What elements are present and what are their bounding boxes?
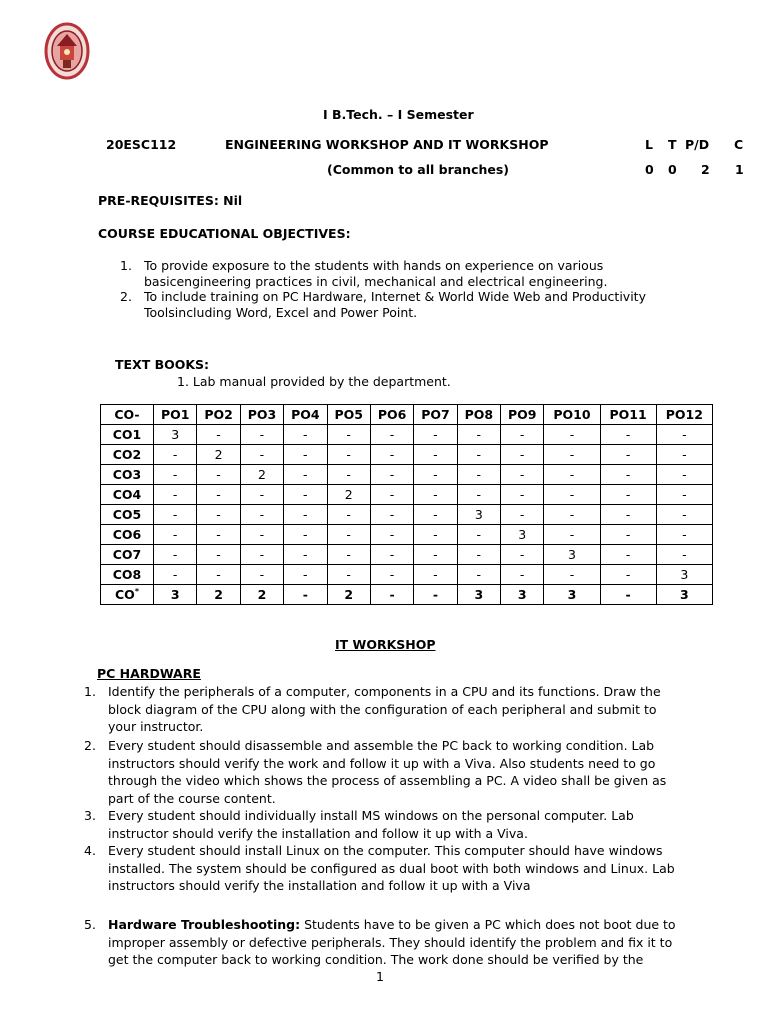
table-cell: 2 (327, 485, 370, 505)
table-cell: - (240, 505, 283, 525)
table-cell: - (327, 445, 370, 465)
table-cell: 3 (544, 545, 600, 565)
table-header-cell: PO7 (414, 405, 457, 425)
table-header-cell: PO8 (457, 405, 500, 425)
table-row (101, 445, 713, 465)
table-cell: - (600, 485, 656, 505)
pc-hardware-heading: PC HARDWARE (97, 666, 201, 681)
table-cell: - (197, 545, 240, 565)
table-header-cell: PO3 (240, 405, 283, 425)
table-cell: - (544, 485, 600, 505)
table-cell: - (414, 545, 457, 565)
table-cell: - (457, 425, 500, 445)
table-cell: - (501, 465, 544, 485)
objective-number: 1. (120, 258, 132, 273)
list-item-line: Every student should individually install MS windows on the personal computer. Lab (108, 808, 634, 823)
course-title: ENGINEERING WORKSHOP AND IT WORKSHOP (225, 137, 549, 152)
textbook-item: 1. Lab manual provided by the department. (177, 374, 451, 389)
table-cell: - (327, 525, 370, 545)
table-cell: - (414, 525, 457, 545)
list-item-line-rest: Students have to be given a PC which does not boot due to (300, 917, 676, 932)
table-cell: CO* (101, 585, 154, 605)
table-cell: CO7 (101, 545, 154, 565)
table-cell: - (284, 525, 327, 545)
table-cell: - (154, 465, 197, 485)
table-cell: - (457, 565, 500, 585)
list-item-line: improper assembly or defective peripherals. They should identify the problem and fix it to (108, 934, 673, 950)
objective-item (120, 258, 710, 289)
table-row (101, 505, 713, 525)
list-item-line: through the video which shows the process of assembling a PC. A video shall be given as (108, 773, 667, 789)
table-cell: CO8 (101, 565, 154, 585)
ltpc-header-c: C (734, 137, 744, 152)
table-header-row (101, 405, 713, 425)
table-cell: - (284, 485, 327, 505)
table-cell: 3 (544, 585, 600, 605)
table-cell: CO4 (101, 485, 154, 505)
table-cell: - (327, 545, 370, 565)
co-po-table (100, 404, 713, 605)
table-cell: - (414, 565, 457, 585)
table-cell: - (600, 565, 656, 585)
table-cell: - (370, 565, 413, 585)
list-item-number: 5. (84, 917, 96, 932)
table-cell: - (600, 465, 656, 485)
table-cell: - (656, 425, 712, 445)
list-item-line: instructors should verify the work and follow it up with a Viva. Also students need to go (108, 755, 656, 771)
table-cell: - (600, 545, 656, 565)
table-cell: 3 (154, 425, 197, 445)
table-cell: - (544, 425, 600, 445)
table-cell: - (284, 565, 327, 585)
table-cell: - (656, 465, 712, 485)
ltpc-value-t: 0 (668, 162, 677, 177)
table-cell: - (370, 585, 413, 605)
table-cell: - (284, 505, 327, 525)
table-cell: - (457, 525, 500, 545)
table-cell: - (370, 425, 413, 445)
ltpc-header-l: L (645, 137, 653, 152)
list-item-line: part of the course content. (108, 790, 276, 806)
list-item-line: instructors should verify the installation and follow it up with a Viva (108, 878, 531, 894)
prerequisites: PRE-REQUISITES: Nil (98, 193, 243, 208)
table-cell: - (370, 525, 413, 545)
table-cell: - (414, 585, 457, 605)
list-item-line: Every student should disassemble and assemble the PC back to working condition. Lab (108, 738, 655, 753)
table-cell: - (501, 445, 544, 465)
table-cell: - (414, 505, 457, 525)
table-cell: - (197, 565, 240, 585)
year-semester: I B.Tech. – I Semester (323, 107, 474, 122)
table-cell: - (501, 425, 544, 445)
table-cell: - (240, 485, 283, 505)
table-cell: - (197, 425, 240, 445)
it-workshop-heading: IT WORKSHOP (335, 637, 436, 652)
list-item (84, 807, 700, 842)
table-cell: - (457, 465, 500, 485)
list-item (84, 916, 700, 969)
objective-line: To include training on PC Hardware, Internet & World Wide Web and Productivity (144, 289, 646, 304)
table-row (101, 565, 713, 585)
table-cell: 3 (656, 585, 712, 605)
table-cell: - (457, 445, 500, 465)
table-cell: - (370, 505, 413, 525)
table-header-cell: PO4 (284, 405, 327, 425)
list-item-number: 2. (84, 738, 96, 753)
list-item-line: Identify the peripherals of a computer, components in a CPU and its functions. Draw the (108, 684, 661, 699)
table-cell: - (600, 525, 656, 545)
table-cell: - (544, 505, 600, 525)
objective-line: To provide exposure to the students with hands on experience on various (144, 258, 604, 273)
table-cell: - (327, 505, 370, 525)
table-cell: - (284, 465, 327, 485)
table-cell: - (284, 545, 327, 565)
table-cell: - (656, 525, 712, 545)
table-cell: 3 (154, 585, 197, 605)
objective-line: Toolsincluding Word, Excel and Power Point. (144, 304, 418, 320)
table-summary-row (101, 585, 713, 605)
table-row (101, 425, 713, 445)
table-cell: - (327, 565, 370, 585)
table-header-cell: PO5 (327, 405, 370, 425)
table-cell: 3 (501, 525, 544, 545)
list-item-line: instructor should verify the installation and follow it up with a Viva. (108, 825, 528, 841)
table-cell: - (370, 485, 413, 505)
ltpc-header-t: T (668, 137, 677, 152)
table-cell: - (284, 585, 327, 605)
ltpc-value-l: 0 (645, 162, 654, 177)
table-cell: - (656, 545, 712, 565)
table-cell: - (284, 425, 327, 445)
table-cell: 2 (327, 585, 370, 605)
common-note: (Common to all branches) (327, 162, 510, 177)
table-cell: - (501, 505, 544, 525)
table-row (101, 465, 713, 485)
table-header-cell: PO1 (154, 405, 197, 425)
list-item-line: Every student should install Linux on the computer. This computer should have windows (108, 843, 663, 858)
objective-number: 2. (120, 289, 132, 304)
table-cell: - (240, 445, 283, 465)
objective-item (120, 289, 710, 320)
objectives-heading: COURSE EDUCATIONAL OBJECTIVES: (98, 226, 351, 241)
table-header-cell: PO6 (370, 405, 413, 425)
list-item (84, 842, 700, 895)
table-cell: CO5 (101, 505, 154, 525)
table-cell: - (370, 465, 413, 485)
course-code: 20ESC112 (106, 137, 177, 152)
table-cell: - (154, 525, 197, 545)
table-cell: - (544, 445, 600, 465)
table-cell: - (154, 505, 197, 525)
list-item-line: your instructor. (108, 719, 204, 735)
table-header-cell: PO9 (501, 405, 544, 425)
list-item-number: 4. (84, 843, 96, 858)
table-cell: CO6 (101, 525, 154, 545)
ltpc-value-pd: 2 (701, 162, 710, 177)
table-cell: - (501, 565, 544, 585)
table-cell: - (154, 565, 197, 585)
list-item-number: 3. (84, 808, 96, 823)
table-cell: 2 (197, 445, 240, 465)
table-row (101, 485, 713, 505)
table-cell: 3 (501, 585, 544, 605)
ltpc-header-pd: P/D (685, 137, 710, 152)
table-row (101, 545, 713, 565)
table-cell: - (656, 485, 712, 505)
objective-line: basicengineering practices in civil, mechanical and electrical engineering. (144, 273, 608, 289)
table-cell: - (197, 485, 240, 505)
table-cell: - (414, 425, 457, 445)
list-item-line: get the computer back to working condition. The work done should be verified by the (108, 952, 644, 968)
table-header-cell: CO- (101, 405, 154, 425)
table-cell: - (544, 525, 600, 545)
list-item-line: block diagram of the CPU along with the configuration of each peripheral and submit to (108, 701, 657, 717)
table-cell: CO2 (101, 445, 154, 465)
table-cell: - (414, 485, 457, 505)
hardware-troubleshooting-label: Hardware Troubleshooting: (108, 917, 301, 932)
list-item-number: 1. (84, 684, 96, 699)
table-cell: 3 (656, 565, 712, 585)
table-cell: - (501, 485, 544, 505)
list-item (84, 737, 700, 807)
table-cell: 3 (457, 585, 500, 605)
table-cell: - (370, 545, 413, 565)
table-cell: - (600, 585, 656, 605)
table-cell: - (240, 565, 283, 585)
table-cell: CO1 (101, 425, 154, 445)
table-cell: - (544, 465, 600, 485)
table-cell: - (240, 545, 283, 565)
table-cell: - (327, 425, 370, 445)
table-cell: - (154, 445, 197, 465)
table-cell: - (501, 545, 544, 565)
table-cell: - (414, 465, 457, 485)
university-seal-icon (44, 22, 90, 80)
table-cell: - (457, 485, 500, 505)
table-header-cell: PO2 (197, 405, 240, 425)
list-item (84, 683, 700, 736)
table-header-cell: PO11 (600, 405, 656, 425)
table-cell: 2 (240, 465, 283, 485)
table-cell: - (370, 445, 413, 465)
table-header-cell: PO10 (544, 405, 600, 425)
textbooks-heading: TEXT BOOKS: (115, 357, 210, 372)
table-cell: 2 (240, 585, 283, 605)
table-cell: - (197, 505, 240, 525)
table-cell: CO3 (101, 465, 154, 485)
table-cell: - (656, 445, 712, 465)
table-cell: - (656, 505, 712, 525)
table-cell: - (600, 505, 656, 525)
table-cell: - (544, 565, 600, 585)
table-cell: - (197, 525, 240, 545)
table-cell: - (240, 525, 283, 545)
ltpc-value-c: 1 (735, 162, 744, 177)
table-cell: - (600, 445, 656, 465)
table-cell: - (327, 465, 370, 485)
table-cell: - (414, 445, 457, 465)
list-item-line: installed. The system should be configured as dual boot with both windows and Linux. Lab (108, 860, 675, 876)
table-header-cell: PO12 (656, 405, 712, 425)
table-row (101, 525, 713, 545)
table-cell: - (154, 545, 197, 565)
table-cell: - (284, 445, 327, 465)
table-cell: - (600, 425, 656, 445)
table-cell: 3 (457, 505, 500, 525)
table-cell: - (457, 545, 500, 565)
table-cell: - (197, 465, 240, 485)
list-item-line (108, 916, 700, 934)
table-cell: 2 (197, 585, 240, 605)
table-cell: - (240, 425, 283, 445)
table-cell: - (154, 485, 197, 505)
page-number: 1 (376, 969, 384, 984)
